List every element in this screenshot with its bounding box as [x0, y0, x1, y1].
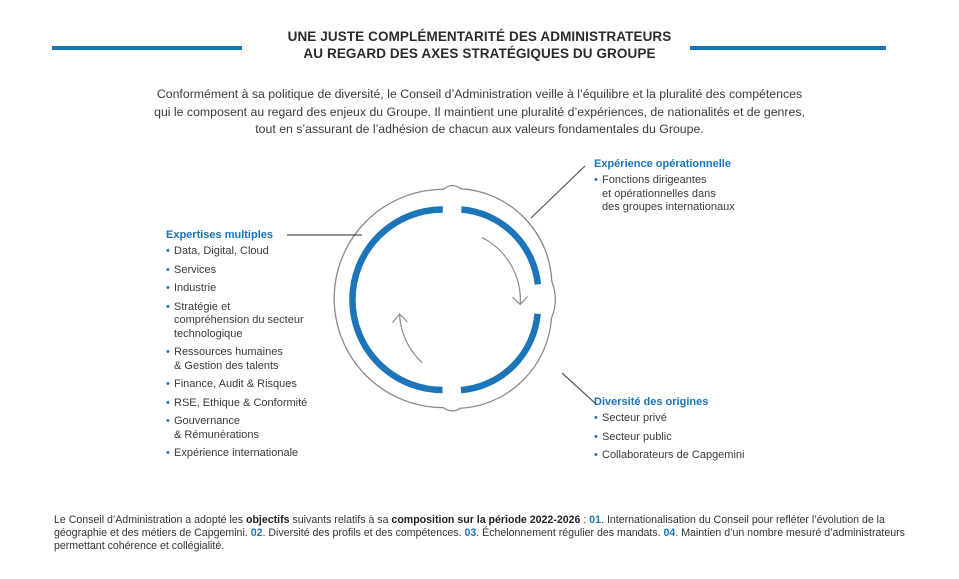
expertise-item: • Services — [166, 264, 366, 278]
expertise-item: • Finance, Audit & Risques — [166, 378, 366, 392]
expertises-title: Expertises multiples — [166, 229, 273, 241]
footer-bold-period: composition sur la période 2022-2026 — [391, 514, 581, 526]
expertise-item: • Industrie — [166, 282, 366, 296]
expertise-item: • Gouvernance & Rémunérations — [166, 415, 366, 442]
expertise-item: • Ressources humaines & Gestion des talents — [166, 346, 366, 373]
expertise-item: • Expérience internationale — [166, 447, 366, 461]
diversite-list — [594, 412, 794, 463]
page-title-line-1: UNE JUSTE COMPLÉMENTARITÉ DES ADMINISTRATEURS — [287, 29, 672, 44]
objectives-footer — [54, 514, 914, 552]
footer-text-2: suivants relatifs à sa — [289, 514, 392, 526]
objective-text-02: . Diversité des profils et des compétences. — [262, 526, 465, 539]
ring-outer-top-right — [461, 189, 552, 282]
experience-list — [594, 174, 794, 215]
expertise-item: • Stratégie et compréhension du secteur technologique — [166, 301, 366, 342]
experience-title: Expérience opérationnelle — [594, 158, 731, 170]
ring-notch-right — [552, 281, 556, 318]
diversite-title: Diversité des origines — [594, 396, 709, 408]
intro-line-1: Conformément à sa politique de diversité, le Conseil d’Administration veille à l’équilibre et la pluralité des compétences — [156, 87, 803, 101]
diversite-item: • Secteur public — [594, 431, 794, 445]
ring-notch-bottom — [443, 408, 460, 411]
objective-number-02: 02 — [250, 526, 263, 539]
objective-text-03: . Échelonnement régulier des mandats. — [476, 526, 664, 539]
experience-item: • Fonctions dirigeantes et opérationnelles dans des groupes internationaux — [594, 174, 794, 215]
objective-text-04: . Maintien d’un nombre mesuré d’administrateurs permettant cohérence et collégialité. — [54, 526, 905, 552]
expertises-list — [166, 245, 366, 461]
diversite-item: • Collaborateurs de Capgemini — [594, 449, 794, 463]
expertise-item: • RSE, Ethique & Conformité — [166, 397, 366, 411]
ring-notch-top — [443, 186, 460, 190]
intro-line-2: qui le composent au regard des enjeux du Groupe. Il maintient une pluralité d’expériences, de nationalités et de genres, — [154, 104, 805, 119]
cycle-arrow-left-arc — [400, 314, 423, 363]
connector-experience — [531, 166, 585, 218]
objective-number-04: 04 — [663, 526, 676, 539]
objective-number-03: 03 — [464, 526, 477, 539]
diversite-origines-block — [594, 396, 794, 468]
page-title-line-2: AU REGARD DES AXES STRATÉGIQUES DU GROUPE — [303, 46, 656, 61]
footer-text-3: : — [580, 514, 590, 526]
objective-text-01: . Internationalisation du Conseil pour refléter l’évolution de la géographie et des métiers de Capgemini. — [54, 514, 885, 539]
expertises-multiples-block — [166, 229, 366, 466]
objective-number-01: 01 — [589, 514, 602, 526]
cycle-arrow-right-arc — [482, 238, 520, 305]
expertise-item: • Data, Digital, Cloud — [166, 245, 366, 259]
ring-blue-bottom-right — [461, 314, 538, 390]
diversite-item: • Secteur privé — [594, 412, 794, 426]
footer-bold-objectifs: objectifs — [245, 514, 290, 526]
footer-text-1: Le Conseil d’Administration a adopté les — [54, 514, 246, 526]
intro-line-3: tout en s’assurant de l’adhésion de chacun aux valeurs fondamentales du Groupe. — [255, 122, 704, 136]
connector-diversite — [562, 373, 596, 404]
experience-operationnelle-block — [594, 158, 794, 220]
ring-outer-bottom-right — [460, 318, 551, 408]
